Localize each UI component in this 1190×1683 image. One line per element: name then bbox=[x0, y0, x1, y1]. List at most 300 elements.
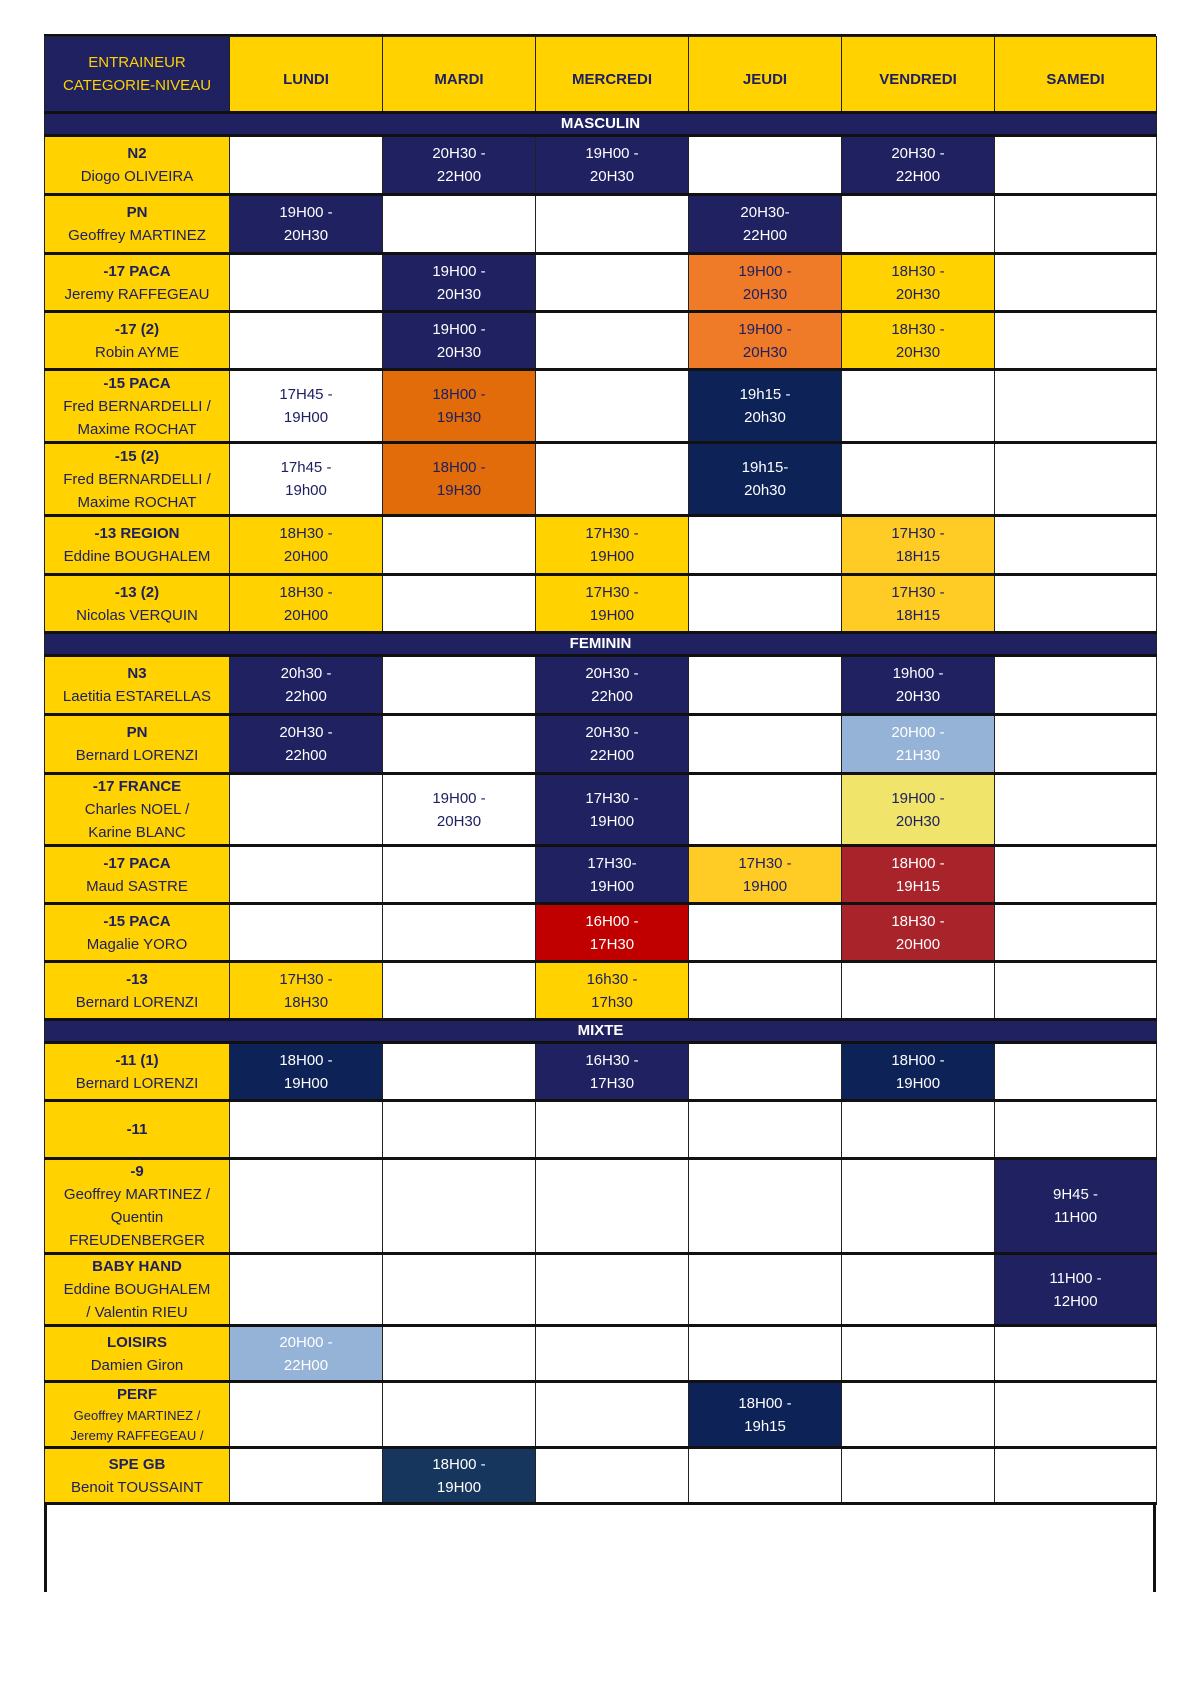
category-name: PN bbox=[126, 724, 148, 741]
slot-time-line: 12H00 bbox=[1053, 1292, 1098, 1310]
slot-time-line: 19H30 bbox=[436, 482, 482, 499]
slot-time-line: 20H30 - bbox=[585, 665, 639, 682]
slot-mardi bbox=[383, 195, 536, 254]
slot-mercredi bbox=[536, 962, 689, 1020]
coach-name: Eddine BOUGHALEM bbox=[63, 1281, 211, 1298]
schedule-row bbox=[45, 136, 1157, 195]
day-header-jeudi: JEUDI bbox=[689, 37, 842, 113]
slot-time-line: 19h15 bbox=[744, 1417, 786, 1435]
slot-jeudi bbox=[689, 312, 842, 370]
slot-samedi bbox=[995, 1326, 1157, 1382]
slot-time-line: 17H30 - bbox=[738, 854, 792, 872]
slot-mardi bbox=[383, 904, 536, 962]
schedule-row bbox=[45, 1159, 1157, 1254]
slot-time-line: 18H00 - bbox=[738, 1394, 792, 1412]
slot-jeudi bbox=[689, 962, 842, 1020]
slot-time-line: 20H30 bbox=[436, 812, 482, 830]
slot-mercredi bbox=[536, 1254, 689, 1326]
slot-time-line: 18H30 bbox=[283, 993, 329, 1011]
slot-mardi bbox=[383, 962, 536, 1020]
slot-mardi bbox=[383, 516, 536, 575]
coach-name: FREUDENBERGER bbox=[69, 1232, 205, 1249]
schedule-row bbox=[45, 1254, 1157, 1326]
slot-time-line: 20H30 bbox=[283, 227, 329, 244]
slot-mercredi bbox=[536, 136, 689, 195]
slot-time-line: 19H00 bbox=[589, 877, 635, 895]
slot-vendredi bbox=[842, 846, 995, 904]
slot-time-line: 20H30 bbox=[742, 285, 788, 303]
slot-vendredi bbox=[842, 1159, 995, 1254]
slot-mardi bbox=[383, 774, 536, 846]
slot-vendredi bbox=[842, 962, 995, 1020]
category-name: -13 REGION bbox=[94, 525, 180, 542]
schedule-row bbox=[45, 1448, 1157, 1504]
schedule-row bbox=[45, 1382, 1157, 1448]
day-header-vendredi: VENDREDI bbox=[842, 37, 995, 113]
slot-time-line: 19H00 - bbox=[891, 789, 945, 807]
slot-mercredi bbox=[536, 1101, 689, 1159]
slot-mardi bbox=[383, 715, 536, 774]
day-header-samedi: SAMEDI bbox=[995, 37, 1157, 113]
schedule-row bbox=[45, 904, 1157, 962]
slot-mercredi bbox=[536, 1382, 689, 1448]
slot-time-line: 11H00 - bbox=[1049, 1269, 1102, 1287]
slot-vendredi bbox=[842, 1043, 995, 1101]
slot-time-line: 19h00 bbox=[285, 482, 327, 499]
slot-time-line: 16H00 - bbox=[585, 912, 639, 930]
row-label bbox=[45, 575, 230, 633]
slot-time-line: 17H30 - bbox=[279, 970, 333, 988]
slot-samedi bbox=[995, 1101, 1157, 1159]
schedule-row bbox=[45, 962, 1157, 1020]
slot-jeudi bbox=[689, 1382, 842, 1448]
slot-samedi bbox=[995, 1448, 1157, 1504]
slot-lundi bbox=[230, 136, 383, 195]
slot-time-line: 18H00 - bbox=[432, 459, 486, 476]
slot-time-line: 19H00 - bbox=[432, 320, 486, 338]
row-label bbox=[45, 312, 230, 370]
slot-time-line: 22h00 bbox=[591, 688, 633, 705]
day-header-lundi: LUNDI bbox=[230, 37, 383, 113]
coach-name: Magalie YORO bbox=[86, 935, 188, 953]
slot-time-line: 17h45 - bbox=[280, 459, 332, 476]
slot-vendredi bbox=[842, 1382, 995, 1448]
slot-lundi bbox=[230, 774, 383, 846]
slot-samedi bbox=[995, 136, 1157, 195]
slot-vendredi bbox=[842, 516, 995, 575]
row-label bbox=[45, 904, 230, 962]
slot-time-line: 20H30 - bbox=[279, 724, 333, 741]
slot-mercredi bbox=[536, 1159, 689, 1254]
slot-vendredi bbox=[842, 1254, 995, 1326]
slot-jeudi bbox=[689, 1101, 842, 1159]
slot-jeudi bbox=[689, 1254, 842, 1326]
slot-samedi bbox=[995, 1254, 1157, 1326]
slot-time-line: 20H30 - bbox=[891, 145, 945, 162]
slot-lundi bbox=[230, 962, 383, 1020]
slot-time-line: 17H30 - bbox=[585, 789, 639, 807]
slot-lundi bbox=[230, 1448, 383, 1504]
category-name: BABY HAND bbox=[92, 1258, 182, 1275]
slot-vendredi bbox=[842, 443, 995, 516]
slot-time-line: 19H00 bbox=[283, 1074, 329, 1092]
category-name: SPE GB bbox=[108, 1455, 166, 1473]
slot-time-line: 17H30- bbox=[587, 854, 637, 872]
slot-time-line: 17H30 - bbox=[585, 583, 639, 601]
slot-samedi bbox=[995, 962, 1157, 1020]
row-label bbox=[45, 1043, 230, 1101]
slot-mardi bbox=[383, 312, 536, 370]
slot-mercredi bbox=[536, 715, 689, 774]
slot-time-line: 20H00 - bbox=[891, 724, 945, 741]
slot-samedi bbox=[995, 846, 1157, 904]
slot-lundi bbox=[230, 1382, 383, 1448]
row-label bbox=[45, 370, 230, 443]
slot-mercredi bbox=[536, 516, 689, 575]
slot-time-line: 22H00 bbox=[895, 168, 941, 185]
slot-vendredi bbox=[842, 715, 995, 774]
slot-samedi bbox=[995, 443, 1157, 516]
coach-name: Diogo OLIVEIRA bbox=[80, 168, 194, 185]
slot-time-line: 20H30 bbox=[589, 168, 635, 185]
category-name: PN bbox=[126, 204, 148, 221]
category-name: N2 bbox=[127, 145, 147, 162]
section-title: MASCULIN bbox=[45, 113, 1157, 136]
slot-time-line: 20H00 - bbox=[279, 1333, 333, 1351]
category-name: -11 bbox=[126, 1121, 148, 1138]
schedule-row bbox=[45, 1043, 1157, 1101]
slot-lundi bbox=[230, 195, 383, 254]
slot-time-line: 20H30 bbox=[436, 285, 482, 303]
slot-time-line: 19H00 - bbox=[432, 262, 486, 280]
category-name: -15 (2) bbox=[114, 447, 160, 465]
category-name: -9 bbox=[130, 1163, 144, 1180]
slot-time-line: 19h00 - bbox=[892, 665, 944, 682]
slot-mardi bbox=[383, 1043, 536, 1101]
coach-name: Robin AYME bbox=[95, 343, 179, 361]
section-title: FEMININ bbox=[45, 633, 1157, 656]
slot-jeudi bbox=[689, 656, 842, 715]
slot-lundi bbox=[230, 846, 383, 904]
slot-mercredi bbox=[536, 774, 689, 846]
slot-vendredi bbox=[842, 254, 995, 312]
slot-jeudi bbox=[689, 1326, 842, 1382]
slot-mercredi bbox=[536, 1448, 689, 1504]
slot-samedi bbox=[995, 575, 1157, 633]
slot-time-line: 20H30 bbox=[742, 343, 788, 361]
slot-lundi bbox=[230, 1326, 383, 1382]
slot-time-line: 19H00 bbox=[283, 409, 329, 426]
slot-time-line: 19H30 bbox=[436, 409, 482, 426]
slot-time-line: 17H30 - bbox=[891, 525, 945, 542]
slot-time-line: 16h30 - bbox=[586, 970, 638, 988]
slot-samedi bbox=[995, 312, 1157, 370]
slot-samedi bbox=[995, 1043, 1157, 1101]
schedule-row bbox=[45, 254, 1157, 312]
slot-vendredi bbox=[842, 195, 995, 254]
slot-time-line: 19H15 bbox=[895, 877, 941, 895]
slot-time-line: 19H00 - bbox=[432, 789, 486, 807]
slot-time-line: 20H30 - bbox=[585, 724, 639, 741]
slot-time-line: 18H30 - bbox=[891, 262, 945, 280]
header-corner-line2: CATEGORIE-NIVEAU bbox=[62, 77, 212, 94]
slot-vendredi bbox=[842, 370, 995, 443]
slot-mercredi bbox=[536, 904, 689, 962]
slot-time-line: 18H30 - bbox=[891, 320, 945, 338]
slot-vendredi bbox=[842, 136, 995, 195]
slot-time-line: 20H00 bbox=[283, 606, 329, 624]
header-corner bbox=[45, 37, 230, 113]
coach-name: Maud SASTRE bbox=[86, 877, 188, 895]
section-header-row bbox=[45, 1020, 1157, 1043]
slot-vendredi bbox=[842, 1326, 995, 1382]
coach-name: Laetitia ESTARELLAS bbox=[62, 688, 212, 705]
coach-name: Quentin bbox=[110, 1209, 164, 1226]
coach-name: Bernard LORENZI bbox=[75, 1074, 199, 1092]
schedule-row bbox=[45, 575, 1157, 633]
slot-time-line: 19H00 bbox=[589, 812, 635, 830]
slot-jeudi bbox=[689, 516, 842, 575]
slot-time-line: 19H00 - bbox=[738, 262, 792, 280]
slot-time-line: 20h30 bbox=[744, 482, 786, 499]
section-header-row bbox=[45, 113, 1157, 136]
slot-samedi bbox=[995, 516, 1157, 575]
slot-jeudi bbox=[689, 136, 842, 195]
day-header-mercredi: MERCREDI bbox=[536, 37, 689, 113]
slot-mardi bbox=[383, 1101, 536, 1159]
row-label bbox=[45, 1159, 230, 1254]
coach-name: Jeremy RAFFEGEAU bbox=[64, 285, 210, 303]
slot-mercredi bbox=[536, 195, 689, 254]
category-name: -13 (2) bbox=[114, 583, 160, 601]
slot-mercredi bbox=[536, 1326, 689, 1382]
coach-name: Nicolas VERQUIN bbox=[76, 606, 198, 624]
slot-mercredi bbox=[536, 575, 689, 633]
slot-time-line: 21H30 bbox=[895, 747, 941, 764]
slot-time-line: 19H00 bbox=[895, 1074, 941, 1092]
slot-mardi bbox=[383, 846, 536, 904]
schedule-row bbox=[45, 656, 1157, 715]
slot-vendredi bbox=[842, 312, 995, 370]
slot-samedi bbox=[995, 1382, 1157, 1448]
slot-mercredi bbox=[536, 312, 689, 370]
slot-mardi bbox=[383, 254, 536, 312]
slot-time-line: 19H00 bbox=[742, 877, 788, 895]
slot-samedi bbox=[995, 774, 1157, 846]
slot-mardi bbox=[383, 1326, 536, 1382]
coach-name: Fred BERNARDELLI / bbox=[63, 470, 211, 488]
slot-time-line: 19h15- bbox=[741, 459, 789, 476]
slot-time-line: 19H00 - bbox=[585, 145, 639, 162]
coach-name: / Valentin RIEU bbox=[86, 1304, 188, 1321]
header-corner-line1: ENTRAINEUR bbox=[88, 54, 186, 71]
slot-vendredi bbox=[842, 774, 995, 846]
coach-name: Damien Giron bbox=[90, 1356, 184, 1374]
slot-mercredi bbox=[536, 254, 689, 312]
row-label bbox=[45, 1254, 230, 1326]
slot-jeudi bbox=[689, 254, 842, 312]
category-name: LOISIRS bbox=[106, 1333, 167, 1351]
schedule-row bbox=[45, 516, 1157, 575]
slot-time-line: 20H30 bbox=[436, 343, 482, 361]
row-label bbox=[45, 136, 230, 195]
coach-name: Jeremy RAFFEGEAU / bbox=[70, 1428, 204, 1443]
coach-name: Geoffrey MARTINEZ / bbox=[63, 1186, 211, 1203]
slot-time-line: 19H00 - bbox=[738, 320, 792, 338]
slot-time-line: 18H30 - bbox=[891, 912, 945, 930]
slot-mardi bbox=[383, 575, 536, 633]
slot-jeudi bbox=[689, 904, 842, 962]
slot-lundi bbox=[230, 575, 383, 633]
row-label bbox=[45, 1326, 230, 1382]
schedule-row bbox=[45, 312, 1157, 370]
coach-name: Maxime ROCHAT bbox=[77, 493, 197, 511]
slot-time-line: 18H15 bbox=[895, 548, 941, 565]
category-name: N3 bbox=[127, 665, 147, 682]
slot-vendredi bbox=[842, 904, 995, 962]
section-title: MIXTE bbox=[45, 1020, 1157, 1043]
coach-name: Bernard LORENZI bbox=[75, 993, 199, 1011]
slot-lundi bbox=[230, 1101, 383, 1159]
slot-jeudi bbox=[689, 575, 842, 633]
row-label bbox=[45, 1382, 230, 1448]
category-name: PERF bbox=[116, 1386, 157, 1403]
slot-jeudi bbox=[689, 1043, 842, 1101]
slot-time-line: 22H00 bbox=[589, 747, 635, 764]
slot-lundi bbox=[230, 370, 383, 443]
slot-jeudi bbox=[689, 370, 842, 443]
slot-lundi bbox=[230, 516, 383, 575]
slot-time-line: 22H00 bbox=[436, 168, 482, 185]
slot-time-line: 20H30 bbox=[895, 285, 941, 303]
slot-time-line: 20H00 bbox=[895, 935, 941, 953]
slot-time-line: 18H00 - bbox=[891, 854, 945, 872]
row-label bbox=[45, 715, 230, 774]
category-name: -15 PACA bbox=[103, 374, 171, 392]
slot-vendredi bbox=[842, 1101, 995, 1159]
schedule-row bbox=[45, 443, 1157, 516]
slot-samedi bbox=[995, 656, 1157, 715]
header-row bbox=[45, 37, 1157, 113]
slot-time-line: 20H30 - bbox=[432, 145, 486, 162]
category-name: -17 (2) bbox=[114, 320, 160, 338]
slot-vendredi bbox=[842, 1448, 995, 1504]
schedule-row bbox=[45, 1101, 1157, 1159]
coach-name: Eddine BOUGHALEM bbox=[63, 548, 211, 565]
slot-time-line: 17H30 bbox=[589, 1074, 635, 1092]
slot-samedi bbox=[995, 254, 1157, 312]
coach-name: Geoffrey MARTINEZ bbox=[68, 227, 206, 244]
slot-time-line: 11H00 bbox=[1053, 1209, 1098, 1226]
slot-jeudi bbox=[689, 1448, 842, 1504]
slot-lundi bbox=[230, 904, 383, 962]
slot-time-line: 19H00 bbox=[589, 548, 635, 565]
row-label bbox=[45, 254, 230, 312]
slot-mercredi bbox=[536, 370, 689, 443]
slot-mercredi bbox=[536, 846, 689, 904]
slot-time-line: 20H30- bbox=[740, 204, 790, 221]
slot-time-line: 22h00 bbox=[285, 747, 327, 764]
slot-time-line: 18H00 - bbox=[432, 386, 486, 403]
slot-mardi bbox=[383, 370, 536, 443]
slot-jeudi bbox=[689, 443, 842, 516]
slot-lundi bbox=[230, 254, 383, 312]
slot-jeudi bbox=[689, 774, 842, 846]
slot-mardi bbox=[383, 136, 536, 195]
slot-lundi bbox=[230, 715, 383, 774]
schedule-row bbox=[45, 1326, 1157, 1382]
category-name: -17 PACA bbox=[103, 854, 171, 872]
slot-time-line: 20h30 - bbox=[280, 665, 332, 682]
slot-time-line: 19H00 bbox=[436, 1478, 482, 1496]
slot-mercredi bbox=[536, 443, 689, 516]
slot-time-line: 22H00 bbox=[283, 1356, 329, 1374]
slot-mercredi bbox=[536, 656, 689, 715]
slot-lundi bbox=[230, 1254, 383, 1326]
schedule-row bbox=[45, 370, 1157, 443]
category-name: -17 FRANCE bbox=[92, 778, 182, 795]
slot-lundi bbox=[230, 312, 383, 370]
slot-jeudi bbox=[689, 846, 842, 904]
slot-time-line: 17H30 - bbox=[891, 583, 945, 601]
slot-lundi bbox=[230, 656, 383, 715]
slot-time-line: 17h30 bbox=[591, 993, 633, 1011]
slot-mardi bbox=[383, 1382, 536, 1448]
category-name: -15 PACA bbox=[103, 912, 171, 930]
slot-mardi bbox=[383, 443, 536, 516]
slot-time-line: 18H00 - bbox=[891, 1051, 945, 1069]
slot-vendredi bbox=[842, 575, 995, 633]
coach-name: Geoffrey MARTINEZ / bbox=[73, 1408, 201, 1423]
category-name: -13 bbox=[126, 970, 148, 988]
slot-time-line: 22H00 bbox=[742, 227, 788, 244]
slot-time-line: 18H30 - bbox=[279, 525, 333, 542]
slot-mardi bbox=[383, 1448, 536, 1504]
schedule-row bbox=[45, 774, 1157, 846]
slot-vendredi bbox=[842, 656, 995, 715]
category-name: -17 PACA bbox=[103, 262, 171, 280]
row-label bbox=[45, 1448, 230, 1504]
slot-samedi bbox=[995, 1159, 1157, 1254]
slot-time-line: 20H30 bbox=[895, 688, 941, 705]
day-header-mardi: MARDI bbox=[383, 37, 536, 113]
training-schedule-table bbox=[44, 36, 1157, 1505]
slot-samedi bbox=[995, 904, 1157, 962]
slot-time-line: 20h30 bbox=[744, 409, 786, 426]
slot-lundi bbox=[230, 1159, 383, 1254]
slot-samedi bbox=[995, 370, 1157, 443]
schedule-row bbox=[45, 715, 1157, 774]
slot-samedi bbox=[995, 715, 1157, 774]
coach-name: Benoit TOUSSAINT bbox=[71, 1478, 203, 1496]
slot-mardi bbox=[383, 656, 536, 715]
row-label bbox=[45, 962, 230, 1020]
slot-jeudi bbox=[689, 715, 842, 774]
slot-jeudi bbox=[689, 1159, 842, 1254]
coach-name: Bernard LORENZI bbox=[75, 747, 199, 764]
row-label bbox=[45, 656, 230, 715]
slot-time-line: 19h15 - bbox=[739, 386, 791, 403]
slot-time-line: 20H30 bbox=[895, 343, 941, 361]
slot-jeudi bbox=[689, 195, 842, 254]
slot-time-line: 18H00 - bbox=[432, 1455, 486, 1473]
slot-time-line: 19H00 bbox=[589, 606, 635, 624]
schedule-row bbox=[45, 195, 1157, 254]
slot-time-line: 16H30 - bbox=[585, 1051, 639, 1069]
row-label bbox=[45, 443, 230, 516]
row-label bbox=[45, 1101, 230, 1159]
slot-time-line: 20H00 bbox=[283, 548, 329, 565]
